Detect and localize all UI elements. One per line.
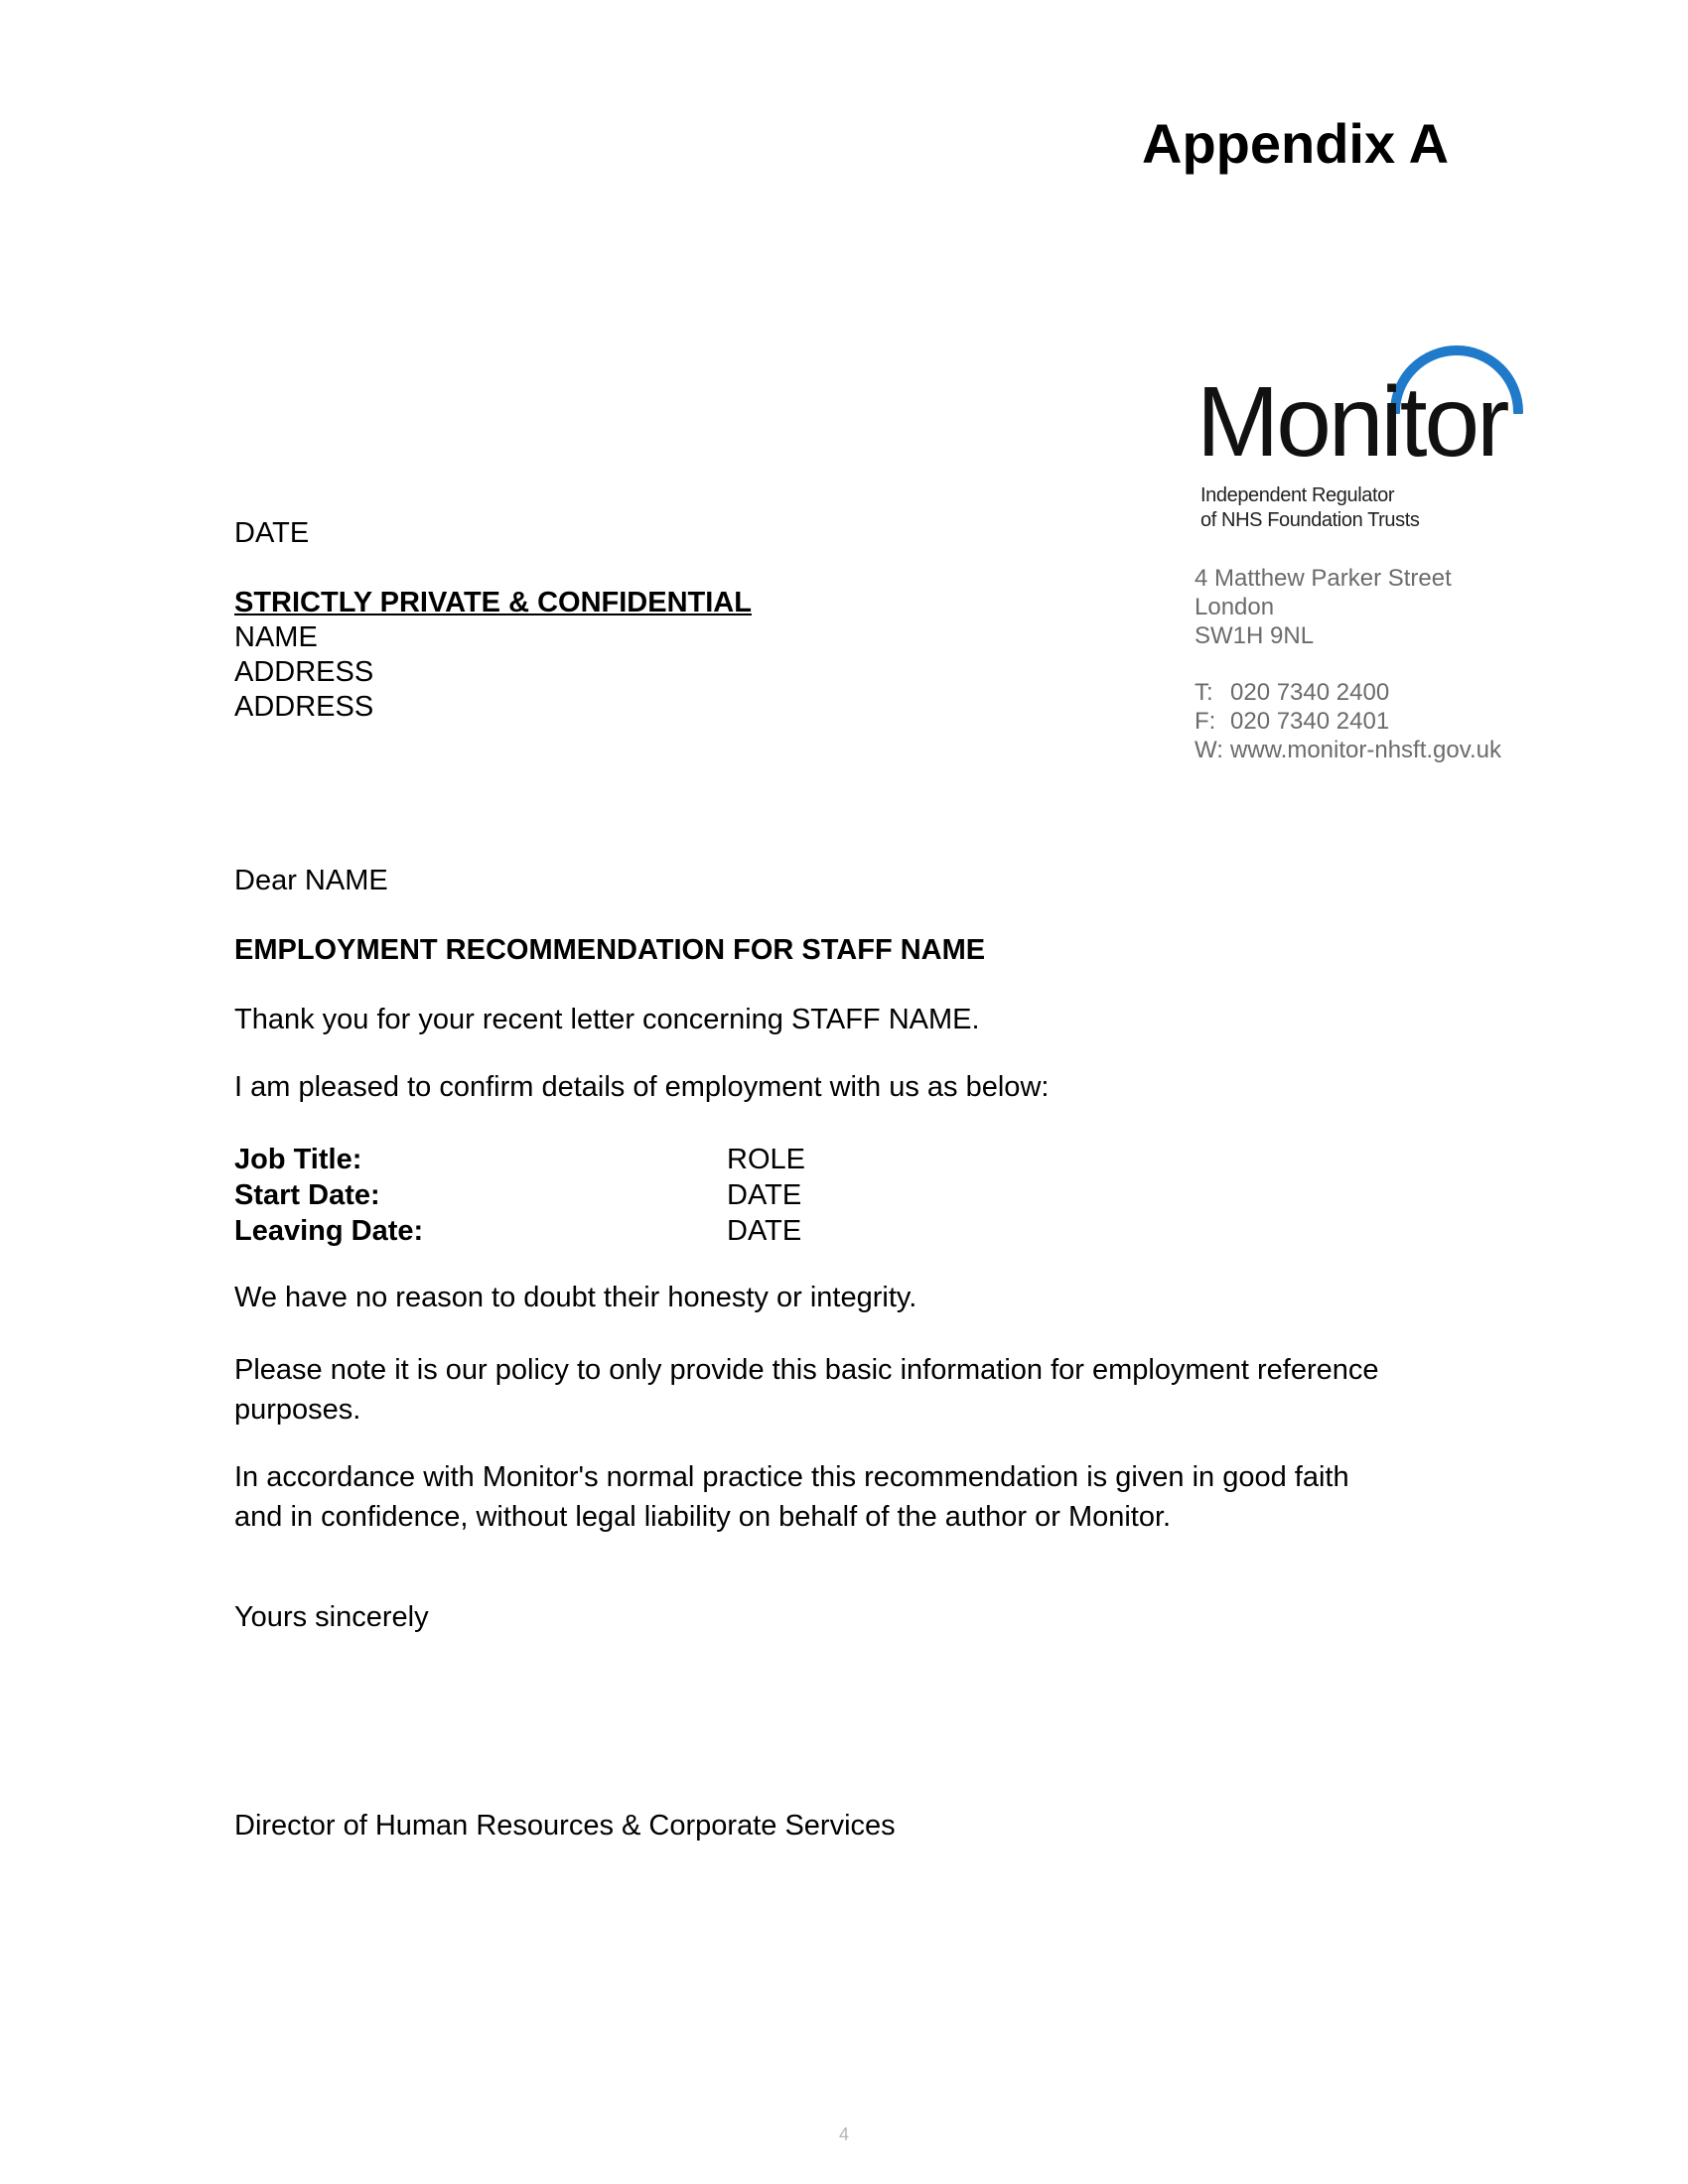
employment-details-table [234, 1142, 805, 1249]
recipient-address-line: ADDRESS [234, 691, 374, 723]
details-label: Leaving Date: [234, 1215, 424, 1247]
details-label: Start Date: [234, 1179, 380, 1211]
sender-address-line: 4 Matthew Parker Street [1195, 565, 1452, 592]
details-value: ROLE [727, 1144, 805, 1175]
monitor-logo [1196, 342, 1534, 541]
logo-wordmark: Monitor [1196, 366, 1507, 478]
letter-date: DATE [234, 517, 310, 549]
recipient-address-line: ADDRESS [234, 656, 374, 688]
details-value: DATE [727, 1215, 802, 1247]
logo-tagline-line: of NHS Foundation Trusts [1200, 509, 1420, 531]
contact-phone [1195, 678, 1501, 707]
contact-value: 020 7340 2401 [1230, 708, 1390, 735]
details-value: DATE [727, 1179, 802, 1211]
sender-address-line: London [1195, 594, 1275, 620]
contact-key: W: [1195, 737, 1223, 763]
letter-subject: EMPLOYMENT RECOMMENDATION FOR STAFF NAME [234, 934, 986, 966]
signatory-title: Director of Human Resources & Corporate Services [234, 1810, 896, 1842]
contact-fax [1195, 707, 1501, 736]
details-row [234, 1177, 805, 1213]
details-row [234, 1142, 805, 1177]
logo-tagline-line: Independent Regulator [1200, 484, 1395, 506]
logo-tagline [1200, 483, 1420, 533]
salutation: Dear NAME [234, 865, 388, 896]
paragraph-honesty: We have no reason to doubt their honesty or integrity. [234, 1282, 917, 1313]
sender-address-line: SW1H 9NL [1195, 622, 1315, 649]
details-label: Job Title: [234, 1144, 362, 1175]
contact-web [1195, 736, 1501, 764]
paragraph-accordance: In accordance with Monitor's normal practice this recommendation is given in good faith and in confidence, without legal liability on behalf of the author or Monitor. [234, 1461, 1349, 1533]
sender-address [1195, 564, 1452, 650]
confidential-notice: STRICTLY PRIVATE & CONFIDENTIAL [234, 587, 752, 618]
recipient-name: NAME [234, 621, 318, 653]
contact-value: 020 7340 2400 [1230, 679, 1390, 706]
paragraph-thanks: Thank you for your recent letter concerning STAFF NAME. [234, 1004, 980, 1035]
contact-value: www.monitor-nhsft.gov.uk [1230, 737, 1501, 763]
contact-key: T: [1195, 679, 1213, 706]
letter-closing: Yours sincerely [234, 1601, 429, 1633]
contact-key: F: [1195, 708, 1216, 735]
paragraph-policy: Please note it is our policy to only provide this basic information for employment reference purposes. [234, 1354, 1379, 1426]
details-row [234, 1213, 805, 1249]
paragraph-confirm: I am pleased to confirm details of employment with us as below: [234, 1071, 1050, 1103]
sender-contact [1195, 678, 1501, 764]
appendix-heading: Appendix A [1142, 112, 1450, 175]
page-number: 4 [838, 2124, 849, 2144]
recipient-block [234, 586, 752, 725]
